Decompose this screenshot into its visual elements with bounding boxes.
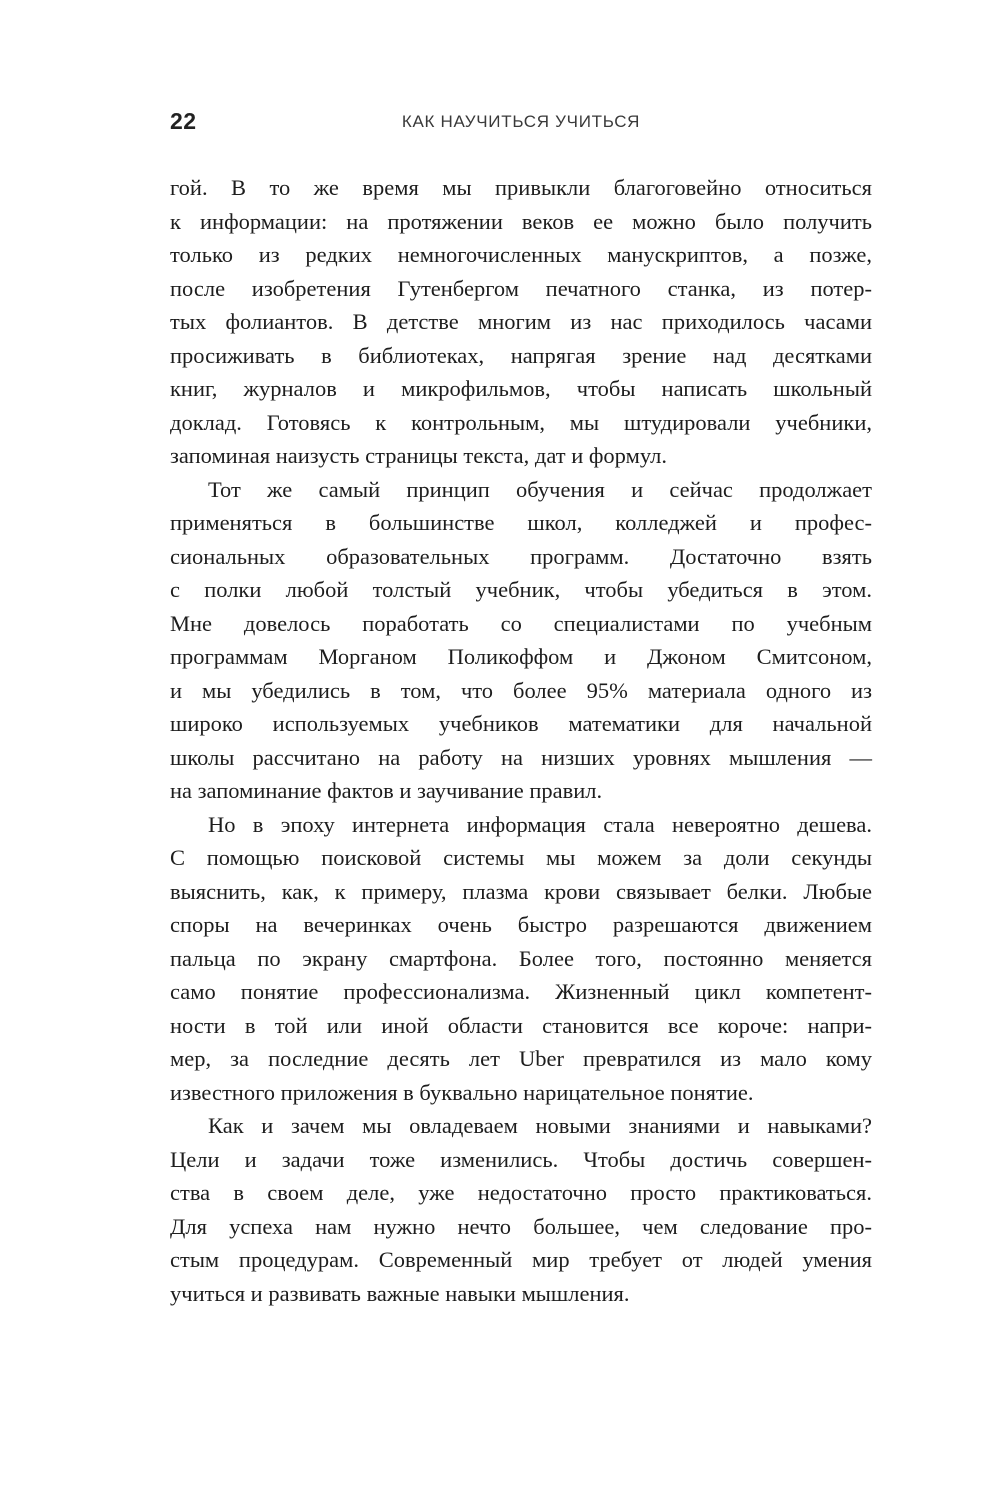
text-line: известного приложения в буквально нарицательное понятие. <box>170 1079 754 1105</box>
text-line: выяснить, как, к примеру, плазма крови связывает белки. Любые <box>170 878 872 904</box>
running-head: КАК НАУЧИТЬСЯ УЧИТЬСЯ <box>401 112 641 131</box>
text-line: доклад. Готовясь к контрольным, мы штудировали учебники, <box>170 409 872 435</box>
text-line: сиональных образовательных программ. Достаточно взять <box>170 543 872 569</box>
text-line: ности в той или иной области становится все короче: напри- <box>170 1012 872 1038</box>
text-line: просиживать в библиотеках, напрягая зрение над десятками <box>170 342 872 368</box>
text-line: широко используемых учебников математики для начальной <box>170 711 872 736</box>
text-line: Цели и задачи тоже изменились. Чтобы достичь совершен- <box>170 1146 872 1172</box>
text-line: Мне довелось поработать со специалистами по учебным <box>170 610 872 636</box>
text-block <box>170 171 872 1310</box>
paragraph <box>170 1109 872 1310</box>
text-line: к информации: на протяжении веков ее можно было получить <box>170 208 872 234</box>
text-line: с полки любой толстый учебник, чтобы убедиться в этом. <box>170 577 872 602</box>
text-line: после изобретения Гутенбергом печатного станка, из потер- <box>170 275 872 301</box>
text-line: только из редких немногочисленных манускриптов, а позже, <box>170 242 872 267</box>
text-line: пальца по экрану смартфона. Более того, постоянно меняется <box>170 945 872 971</box>
text-line: школы рассчитано на работу на низших уровнях мышления — <box>170 744 872 770</box>
text-line: Как и зачем мы овладеваем новыми знаниями и навыками? <box>208 1113 872 1138</box>
text-line: стым процедурам. Современный мир требует от людей умения <box>170 1247 872 1272</box>
text-line: применяться в большинстве школ, колледжей и профес- <box>170 510 872 535</box>
text-line: споры на вечеринках очень быстро разрешаются движением <box>170 912 872 937</box>
paragraph <box>170 473 872 808</box>
text-line: Тот же самый принцип обучения и сейчас продолжает <box>208 476 872 502</box>
text-line: и мы убедились в том, что более 95% материала одного из <box>170 677 872 703</box>
text-line: гой. В то же время мы привыкли благоговейно относиться <box>170 175 872 200</box>
text-line: тых фолиантов. В детстве многим из нас приходилось часами <box>170 309 872 334</box>
paragraph <box>170 808 872 1110</box>
text-line: программам Морганом Поликоффом и Джоном Смитсоном, <box>170 644 872 669</box>
text-line: С помощью поисковой системы мы можем за доли секунды <box>170 845 872 870</box>
text-line: на запоминание фактов и заучивание правил. <box>170 778 603 803</box>
text-line: ства в своем деле, уже недостаточно просто практиковаться. <box>170 1180 872 1205</box>
text-line: учиться и развивать важные навыки мышления. <box>170 1280 630 1306</box>
text-line: Но в эпоху интернета информация стала невероятно дешева. <box>208 811 872 837</box>
text-line: книг, журналов и микрофильмов, чтобы написать школьный <box>170 376 872 401</box>
text-line: запоминая наизусть страницы текста, дат и формул. <box>170 443 667 468</box>
page-number: 22 <box>170 108 197 134</box>
paragraph <box>170 171 872 473</box>
text-line: само понятие профессионализма. Жизненный цикл компетент- <box>170 979 872 1004</box>
text-line: мер, за последние десять лет Uber превратился из мало кому <box>170 1046 872 1071</box>
text-line: Для успеха нам нужно нечто большее, чем следование про- <box>170 1213 872 1239</box>
